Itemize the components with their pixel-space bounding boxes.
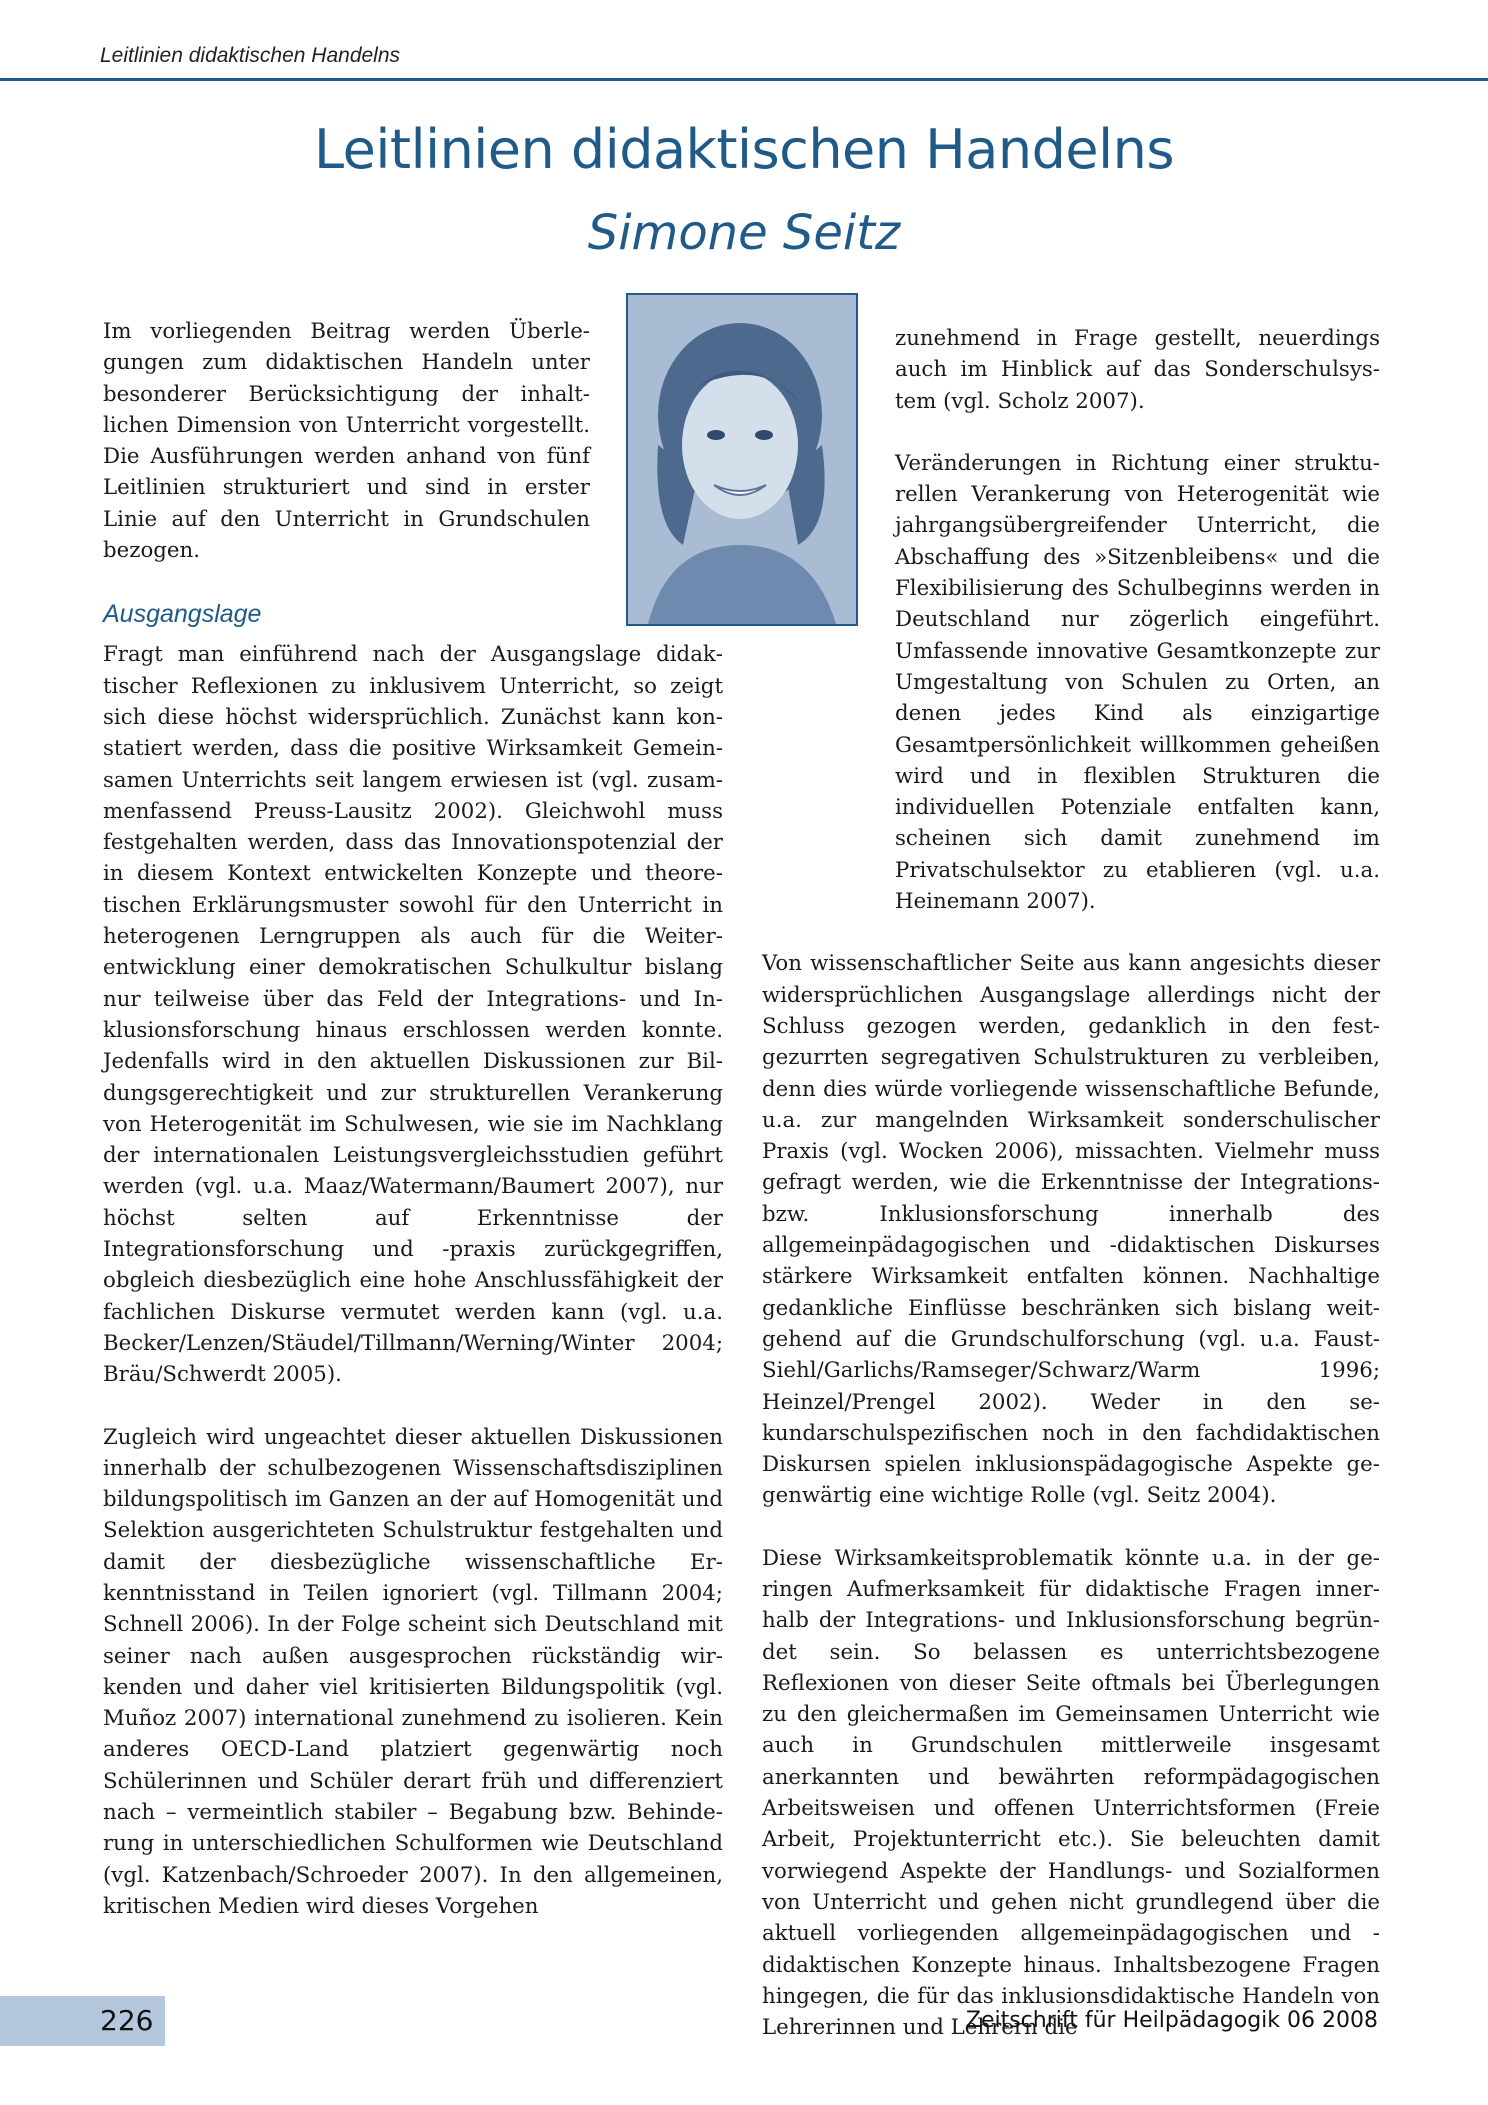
body-paragraph: Von wissenschaftlicher Seite aus kann angesichts dieser widersprüchlichen Ausgangslage allerdings nicht der Schluss gezogen werden, gedanklich in den festgezurrten segregativen Schulstrukturen zu verbleiben, denn dies würde vorliegende wissenschaftliche Befunde, u.a. zur mangelnden Wirksamkeit sonderschulischer Praxis (vgl. Wocken 2006), missachten. Vielmehr muss gefragt werden, wie die Erkenntnisse der Integrations- bzw. Inklusionsforschung innerhalb des allgemeinpädagogischen und -didaktischen Diskurses stärkere Wirksamkeit entfalten können. Nachhaltige gedankliche Einflüsse beschränken sich bislang weitgehend auf die Grundschulforschung (vgl. u.a. Faust-Siehl/Garlichs/Ramseger/Schwarz/Warm 1996; Heinzel/Prengel 2002). Weder in den sekundarschulspezifischen noch in den fachdidaktischen Diskursen spielen inklusionspädagogische Aspekte gegenwärtig eine wichtige Rolle (vgl. Seitz 2004). (762, 951, 1380, 1509)
body-paragraph: Fragt man einführend nach der Ausgangslage didaktischer Reflexionen zu inklusivem Unterricht, so zeigt sich diese höchst widersprüchlich. Zunächst kann konstatiert werden, dass die positive Wirksamkeit Gemeinsamen Unterrichts seit langem erwiesen ist (vgl. zusammenfassend Preuss-Lausitz 2002). Gleichwohl muss festgehalten werden, dass das Innovationspotenzial der in diesem Kontext entwickelten Konzepte und theoretischen Erklärungsmuster sowohl für den Unterricht in heterogenen Lerngruppen als auch für die Weiterentwicklung einer demokratischen Schulkultur bislang nur teilweise über das Feld der Integrations- und Inklusionsforschung hinaus erschlossen werden konnte. Jedenfalls wird in den aktuellen Diskussionen zur Bildungsgerechtigkeit und zur strukturellen Verankerung von Heterogenität im Schulwesen, wie sie im Nachklang der internationalen Leistungsvergleichsstudien geführt werden (vgl. u.a. Maaz/Watermann/Baumert 2007), nur höchst selten auf Erkenntnisse der Integrationsforschung und -praxis zurückgegriffen, obgleich diesbezüglich eine hohe Anschlussfähigkeit der fachlichen Diskurse vermutet werden kann (vgl. u.a. Becker/Lenzen/Stäudel/Tillmann/Werning/Winter 2004; Bräu/Schwerdt 2005). (103, 642, 723, 1388)
abstract-paragraph: Im vorliegenden Beitrag werden Überlegungen zum didaktischen Handeln unter besonderer Berücksichtigung der inhaltlichen Dimension von Unterricht vorgestellt. Die Ausführungen werden anhand von fünf Leitlinien strukturiert und sind in erster Linie auf den Unterricht in Grundschulen bezogen. (103, 319, 590, 564)
article-author: Simone Seitz (587, 205, 901, 261)
running-head: Leitlinien didaktischen Handelns (100, 44, 401, 67)
column-left (103, 316, 723, 1922)
page-number: 226 (100, 2004, 154, 2037)
body-paragraph: Diese Wirksamkeitsproblematik könnte u.a. in der geringen Aufmerksamkeit für didaktische Fragen innerhalb der Integrations- und Inklusionsforschung begründet sein. So belassen es unterrichtsbezogene Reflexionen von dieser Seite oftmals bei Überlegungen zu den gleichermaßen im Gemeinsamen Unterricht wie auch in Grundschulen mittlerweile insgesamt anerkannten und bewährten reformpädagogischen Arbeitsweisen und offenen Unterrichtsformen (Freie Arbeit, Projektunterricht etc.). Sie beleuchten damit vorwiegend Aspekte der Handlungs- und Sozialformen von Unterricht und gehen nicht grundlegend über die aktuell vorliegenden allgemeinpädagogischen und -didaktischen Konzepte hinaus. Inhaltsbezogene Fragen hingegen, die für das inklusionsdidaktische Handeln von Lehrerinnen und Lehrern die (762, 1545, 1380, 2041)
body-paragraph: zunehmend in Frage gestellt, neuerdings auch im Hinblick auf das Sonderschulsystem (vgl. Scholz 2007). (895, 326, 1380, 414)
column-right (762, 323, 1380, 2043)
article-title: Leitlinien didaktischen Handelns (314, 118, 1174, 181)
header-rule (0, 78, 1488, 81)
body-paragraph: Veränderungen in Richtung einer strukturellen Verankerung von Heterogenität wie jahrgangsübergreifender Unterricht, die Abschaffung des »Sitzenbleibens« und die Flexibilisierung des Schulbeginns werden in Deutschland nur zögerlich eingeführt. Umfassende innovative Gesamtkonzepte zur Umgestaltung von Schulen zu Orten, an denen jedes Kind als einzigartige Gesamtpersönlichkeit willkommen geheißen wird und in flexiblen Strukturen die individuellen Potenziale entfalten kann, scheinen sich damit zunehmend im Privatschulsektor zu etablieren (vgl. u.a. Heinemann 2007). (895, 450, 1380, 915)
section-heading: Ausgangslage (103, 600, 262, 629)
journal-footer: Zeitschrift für Heilpädagogik 06 2008 (965, 2008, 1378, 2033)
body-paragraph: Zugleich wird ungeachtet dieser aktuellen Diskussionen innerhalb der schulbezogenen Wissenschaftsdisziplinen bildungspolitisch im Ganzen an der auf Homogenität und Selektion ausgerichteten Schulstruktur festgehalten und damit der diesbezügliche wissenschaftliche Erkenntnisstand in Teilen ignoriert (vgl. Tillmann 2004; Schnell 2006). In der Folge scheint sich Deutschland mit seiner nach außen ausgesprochen rückständig wirkenden und daher viel kritisierten Bildungspolitik (vgl. Muñoz 2007) international zunehmend zu isolieren. Kein anderes OECD-Land platziert gegenwärtig noch Schülerinnen und Schüler derart früh und differenziert nach – vermeintlich stabiler – Begabung bzw. Behinderung in unterschiedlichen Schulformen wie Deutschland (vgl. Katzenbach/Schroeder 2007). In den allgemeinen, kritischen Medien wird dieses Vorgehen (103, 1424, 723, 1919)
